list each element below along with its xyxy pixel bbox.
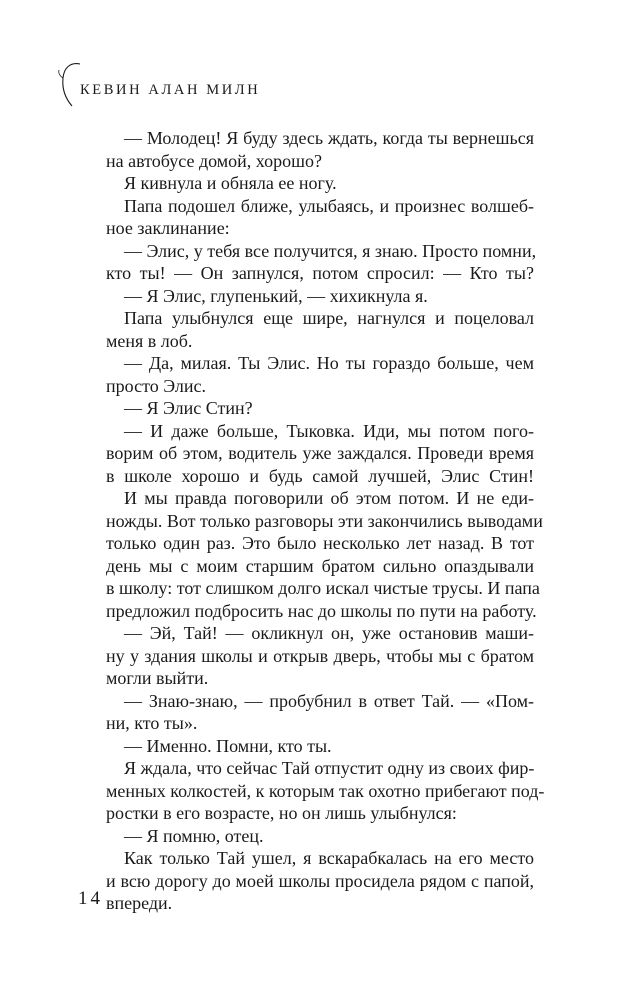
text-line: — Именно. Помни, кто ты. (124, 735, 332, 756)
text-line: Папа улыбнулся еще шире, нагнулся и поцеловал (124, 308, 534, 328)
text-line: ножды. Вот только разговоры эти закончились выводами (106, 510, 543, 531)
page-number: 14 (78, 888, 103, 909)
text-line: — Молодец! Я буду здесь ждать, когда ты вернешься (124, 128, 534, 148)
running-head: КЕВИН АЛАН МИЛН (80, 82, 261, 98)
text-line: ну у здания школы и открыв дверь, чтобы мы с братом (106, 645, 534, 666)
text-line: день мы с моим старшим братом сильно опаздывали (106, 555, 534, 576)
text-line: в школу: тот слишком долго искал чистые трусы. И папа (106, 578, 540, 598)
text-line: впереди. (106, 893, 173, 913)
text-line: меня в лоб. (106, 330, 193, 351)
text-line: предложил подбросить нас до школы по пути на работу. (106, 600, 537, 621)
text-line: Папа подошел ближе, улыбаясь, и произнес волшеб- (124, 195, 534, 216)
text-line: — Я Элис, глупенький, — хихикнула я. (124, 285, 428, 306)
ornament-flourish-icon (56, 60, 82, 110)
text-line: только один раз. Это было несколько лет назад. В тот (106, 533, 534, 553)
text-line: — Я помню, отец. (124, 825, 264, 846)
text-line: менных колкостей, к которым так охотно прибегают под- (106, 780, 545, 801)
text-line: — Знаю-знаю, — пробубнил в ответ Тай. — «Пом- (124, 690, 534, 711)
text-line: ростки в его возрасте, но он лишь улыбнулся: (106, 803, 457, 823)
text-line: Как только Тай ушел, я вскарабкалась на его место (124, 848, 534, 868)
text-line: могли выйти. (106, 668, 209, 688)
text-line: ворим об этом, водитель уже заждался. Проведи время (106, 443, 534, 463)
text-line: и всю дорогу до моей школы просидела рядом с папой, (106, 870, 534, 891)
text-line: Я кивнула и обняла ее ногу. (124, 173, 337, 193)
text-line: в школе хорошо и будь самой лучшей, Элис Стин! (106, 465, 534, 486)
text-line: — Эй, Тай! — окликнул он, уже остановив маши- (124, 623, 534, 643)
text-line: И мы правда поговорили об этом потом. И не еди- (124, 488, 534, 508)
text-line: — Я Элис Стин? (124, 398, 253, 418)
text-line: просто Элис. (106, 375, 206, 396)
text-line: Я ждала, что сейчас Тай отпустит одну из своих фир- (124, 758, 535, 778)
text-line: — Элис, у тебя все получится, я знаю. Просто помни, (124, 240, 537, 261)
text-line: — И даже больше, Тыковка. Иди, мы потом пого- (124, 420, 534, 441)
text-line: ни, кто ты». (106, 713, 198, 733)
body-text (106, 127, 545, 915)
text-line: — Да, милая. Ты Элис. Но ты гораздо больше, чем (124, 353, 534, 373)
text-line: кто ты! — Он запнулся, потом спросил: — Кто ты? (106, 263, 534, 283)
text-line: на автобусе домой, хорошо? (106, 150, 322, 171)
text-line: ное заклинание: (106, 218, 230, 238)
